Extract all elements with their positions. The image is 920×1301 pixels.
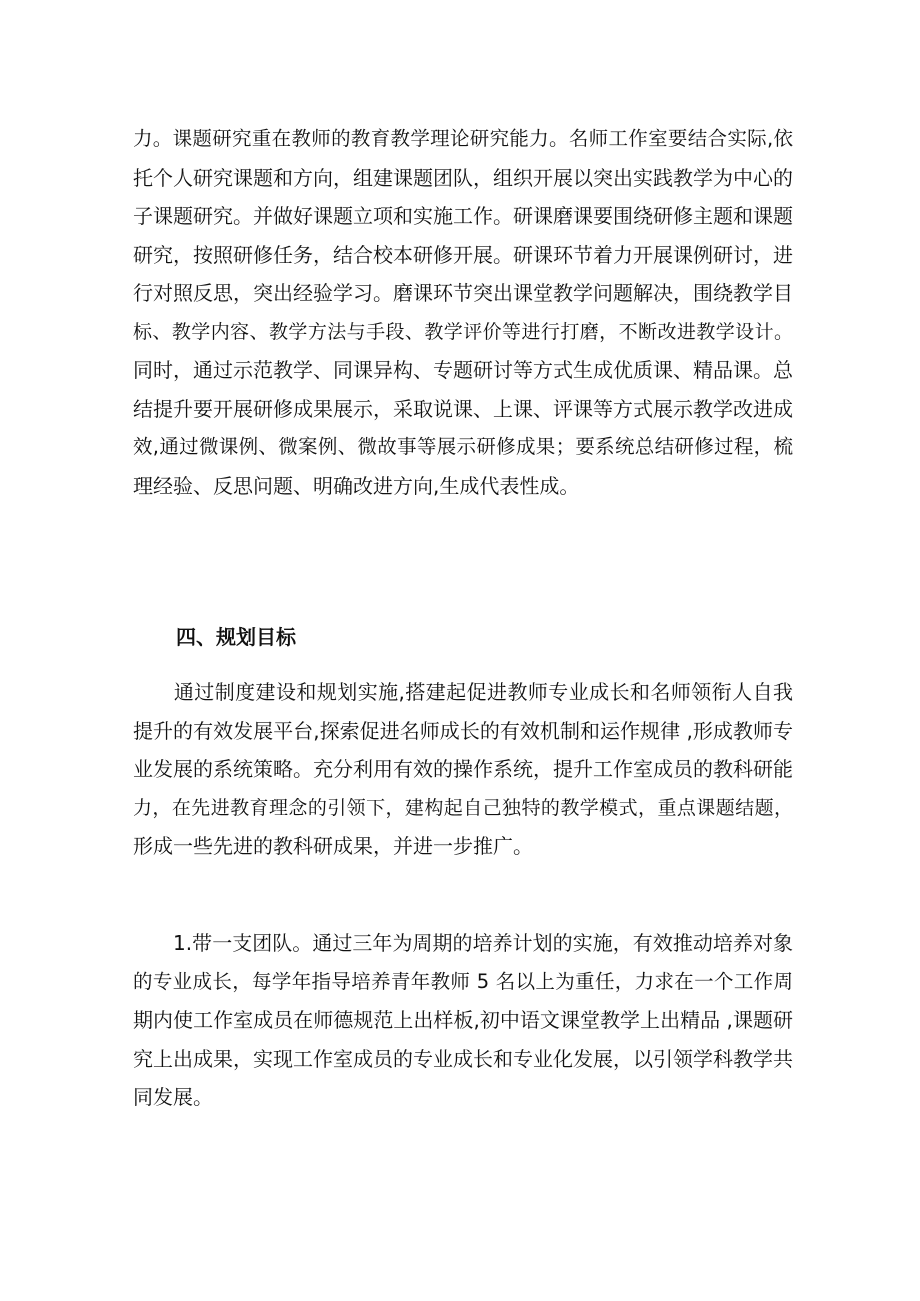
section-heading: 四、规划目标: [176, 625, 296, 649]
text-line: 通过制度建设和规划实施,搭建起促进教师专业成长和名师领衔人自我: [133, 680, 793, 704]
text-line: 理经验、反思问题、明确改进方向,生成代表性成。: [133, 473, 580, 498]
text-line: 形成一些先进的教科研成果，并进一步推广。: [133, 834, 533, 858]
text-line: 1.带一支团队。通过三年为周期的培养计划的实施，有效推动培养对象: [133, 931, 793, 955]
text-line: 业发展的系统策略。充分利用有效的操作系统，提升工作室成员的教科研能: [133, 757, 793, 781]
text-line: 力。课题研究重在教师的教育教学理论研究能力。名师工作室要结合实际,依: [133, 127, 793, 150]
text-line: 效,通过微课例、微案例、微故事等展示研修成果；要系统总结研修过程，梳: [133, 435, 793, 458]
text-line: 期内使工作室成员在师德规范上出样板,初中语文课堂教学上出精品 ,课题研: [133, 1008, 793, 1032]
text-line: 行对照反思，突出经验学习。磨课环节突出课堂教学问题解决，围绕教学目: [133, 281, 793, 305]
text-line: 力，在先进教育理念的引领下，建构起自己独特的教学模式，重点课题结题，: [133, 796, 793, 819]
text-line: 标、教学内容、教学方法与手段、教学评价等进行打磨，不断改进教学设计。: [133, 320, 793, 343]
paragraph-lead-team: [133, 924, 793, 1117]
paragraph-planning-goals: [133, 673, 793, 866]
text-line: 同时，通过示范教学、同课异构、专题研讨等方式生成优质课、精品课。总: [133, 358, 793, 382]
text-line: 托个人研究课题和方向，组建课题团队，组织开展以突出实践教学为中心的: [133, 165, 793, 190]
text-line: 的专业成长，每学年指导培养青年教师 5 名以上为重任，力求在一个工作周: [133, 969, 793, 993]
text-line: 同发展。: [133, 1085, 213, 1109]
text-line: 子课题研究。并做好课题立项和实施工作。研课磨课要围绕研修主题和课题: [133, 204, 793, 228]
text-line: 结提升要开展研修成果展示，采取说课、上课、评课等方式展示教学改进成: [133, 396, 793, 421]
text-line: 究上出成果，实现工作室成员的专业成长和专业化发展，以引领学科教学共: [133, 1046, 793, 1071]
text-line: 研究，按照研修任务，结合校本研修开展。研课环节着力开展课例研讨，进: [133, 242, 793, 267]
text-line: 提升的有效发展平台,探索促进名师成长的有效机制和运作规律 ,形成教师专: [133, 718, 793, 743]
paragraph-research-methods: [133, 120, 793, 505]
